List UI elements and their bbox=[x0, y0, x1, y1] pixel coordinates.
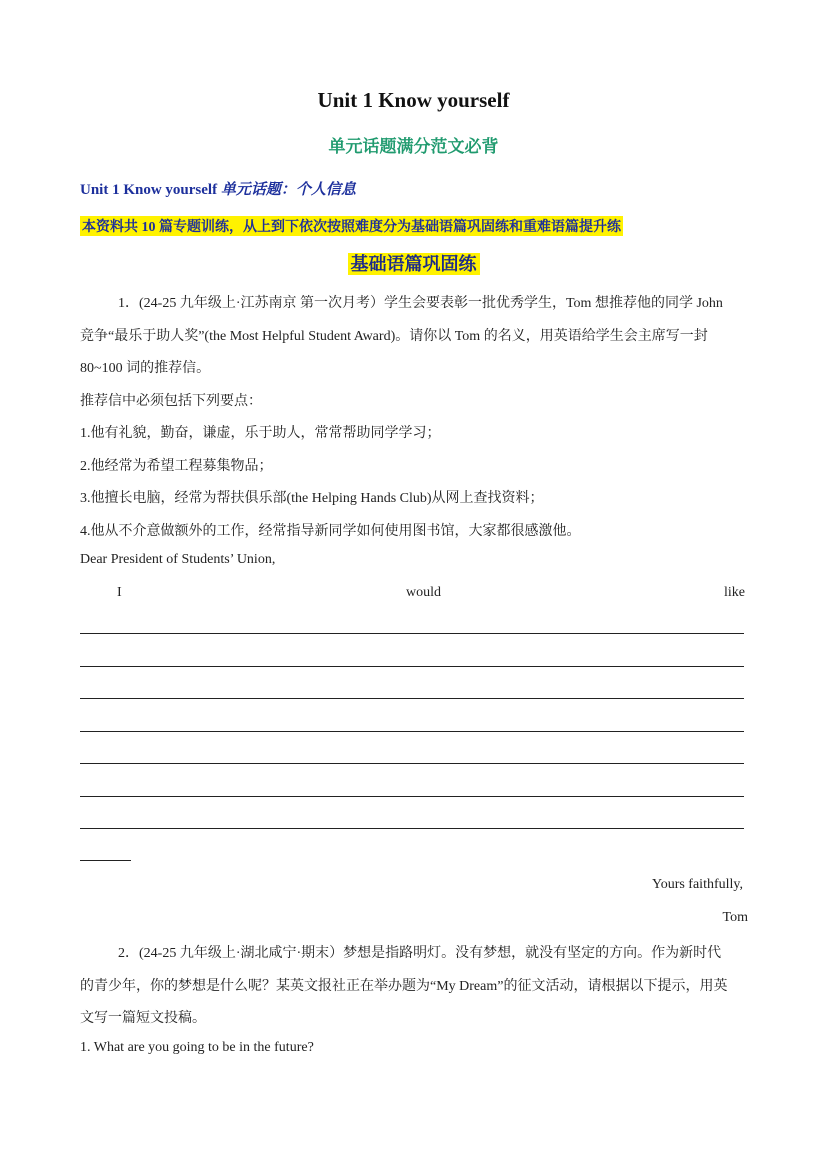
q1-line-1: 1．(24-25 九年级上·江苏南京 第一次月考）学生会要表彰一批优秀学生，Tom 想推荐他的同学 John bbox=[118, 296, 723, 311]
section-heading bbox=[0, 250, 827, 276]
page-title: Unit 1 Know yourself bbox=[317, 88, 510, 112]
q1-line-2: 竞争“最乐于助人奖”(the Most Helpful Student Award)。请你以 Tom 的名义，用英语给学生会主席写一封 bbox=[80, 329, 708, 344]
q1-point-3: 3.他擅长电脑，经常为帮扶俱乐部(the Helping Hands Club)从网上查找资料； bbox=[80, 491, 544, 506]
topic-english: Unit 1 Know yourself bbox=[80, 182, 221, 198]
q1-points-title: 推荐信中必须包括下列要点： bbox=[80, 394, 262, 409]
letter-signature: Tom bbox=[722, 910, 748, 925]
writing-line[interactable] bbox=[80, 828, 744, 829]
writing-line[interactable] bbox=[80, 796, 744, 797]
letter-closing: Yours faithfully, bbox=[651, 877, 743, 892]
q2-line-2: 的青少年，你的梦想是什么呢？某英文报社正在举办题为“My Dream”的征文活动，请根据以下提示，用英 bbox=[80, 979, 728, 994]
q2-prompt-1: 1. What are you going to be in the future? bbox=[80, 1040, 314, 1055]
writing-line[interactable] bbox=[80, 666, 744, 667]
page-subtitle: 单元话题满分范文必背 bbox=[328, 137, 499, 156]
writing-line-short[interactable] bbox=[80, 860, 131, 861]
q1-point-4: 4.他从不介意做额外的工作，经常指导新同学如何使用图书馆，大家都很感激他。 bbox=[80, 524, 581, 539]
letter-greeting: Dear President of Students’ Union, bbox=[80, 552, 276, 567]
q2-line-3: 文写一篇短文投稿。 bbox=[80, 1011, 206, 1026]
writing-line[interactable] bbox=[80, 763, 744, 764]
intro-highlight: 本资料共 10 篇专题训练，从上到下依次按照难度分为基础语篇巩固练和重难语篇提升练 bbox=[80, 216, 623, 236]
topic-line bbox=[80, 178, 356, 199]
topic-chinese: 单元话题：个人信息 bbox=[220, 182, 356, 198]
q1-point-2: 2.他经常为希望工程募集物品； bbox=[80, 459, 273, 474]
writing-line[interactable] bbox=[80, 731, 744, 732]
start-word-would: would bbox=[406, 585, 441, 600]
q2-line-1: 2．(24-25 九年级上·湖北咸宁·期末）梦想是指路明灯。没有梦想，就没有坚定的方向。作为新时代 bbox=[118, 946, 722, 961]
section-heading-label: 基础语篇巩固练 bbox=[348, 253, 480, 275]
writing-line[interactable] bbox=[80, 633, 744, 634]
start-word-i: I bbox=[117, 585, 122, 600]
start-word-like: like bbox=[724, 585, 745, 600]
writing-line[interactable] bbox=[80, 698, 744, 699]
q1-line-3: 80~100 词的推荐信。 bbox=[80, 361, 211, 376]
q1-point-1: 1.他有礼貌，勤奋，谦虚，乐于助人，常常帮助同学学习； bbox=[80, 426, 441, 441]
